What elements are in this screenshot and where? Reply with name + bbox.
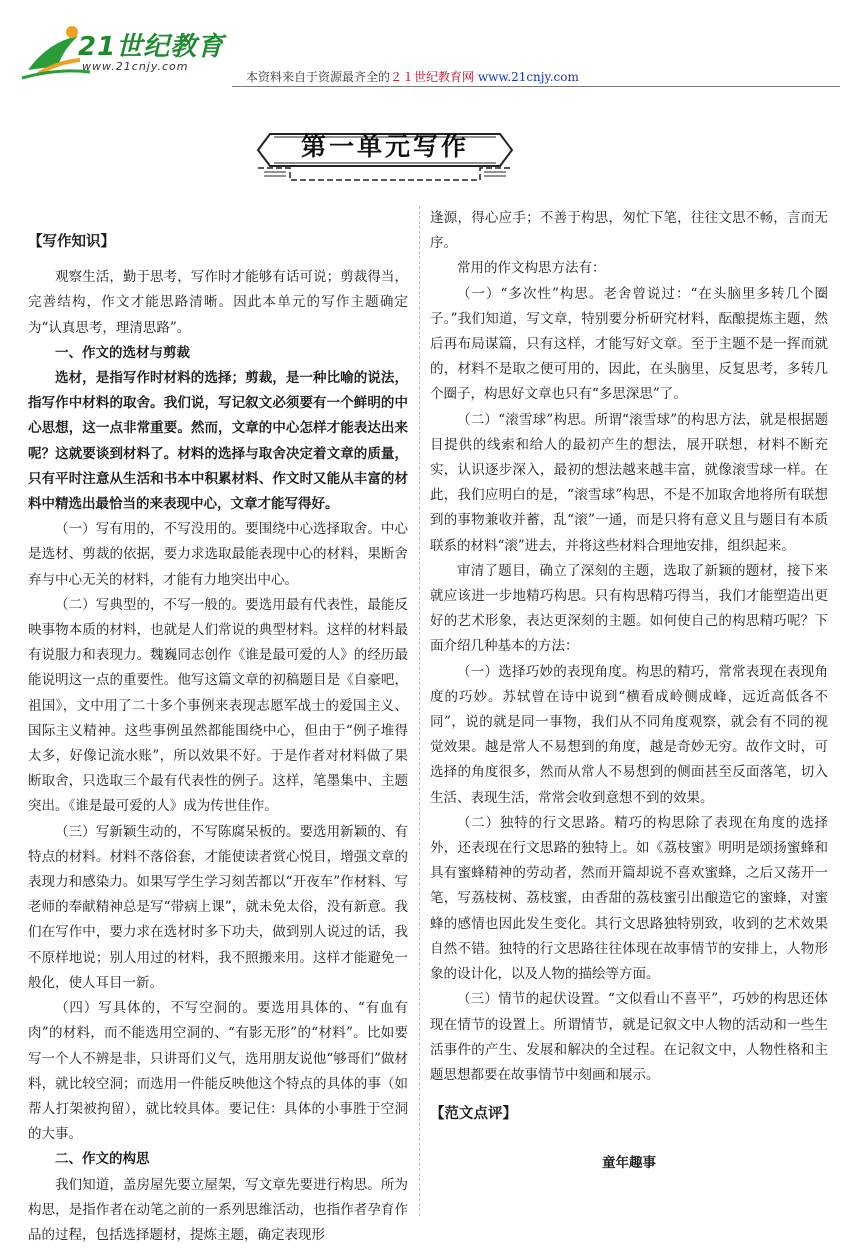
paragraph: （二）独特的行文思路。精巧的构思除了表现在角度的选择外，还表现在行文思路的独特上。如《荔枝蜜》明明是颂扬蜜蜂和具有蜜蜂精神的劳动者，然而开篇却说不喜欢蜜蜂，之后又荡开一笔，写荔枝树、荔枝蜜，由香甜的荔枝蜜引出酿造它的蜜蜂，对蜜蜂的感情也因此发生变化。其行文思路独特别致，收到的艺术效果自然不错。独特的行文思路往往体现在故事情节的安排上，人物形象的设计化，以及人物的描绘等方面。 bbox=[430, 814, 828, 983]
source-prefix: 本资料来自于资源最齐全的 bbox=[246, 70, 391, 84]
header-rule bbox=[232, 86, 840, 87]
paragraph: 逢源，得心应手；不善于构思，匆忙下笔，往往文思不畅，言而无序。 bbox=[430, 210, 828, 252]
essay-title: 童年趣事 bbox=[602, 1155, 656, 1172]
page-title: 第一单元写作 bbox=[300, 132, 469, 161]
paragraph: 我们知道，盖房屋先要立屋架，写文章先要进行构思。所为构思，是指作者在动笔之前的一系列思维活动，也指作者孕育作品的过程，包括选择题材，提炼主题，确定表现形 bbox=[28, 1176, 408, 1243]
paragraph: 常用的作文构思方法有： bbox=[457, 260, 606, 277]
paragraph: （一）“多次性”构思。老舍曾说过：“在头脑里多转几个圈子。”我们知道，写文章，特别要分析研究材料，酝酿提炼主题，然后再布局谋篇，只有这样，才能写好文章。至于主题不是一挥而就的，材料不是取之便可用的，因此，在头脑里，反复思考，多转几个圈子，构思好文章也只有“多思深思”了。 bbox=[430, 285, 828, 403]
source-line bbox=[246, 68, 579, 85]
logo-text: 21世纪教育 bbox=[78, 32, 225, 62]
paragraph: （二）“滚雪球”构思。所谓“滚雪球”的构思方法，就是根据题目提供的线索和给人的最初产生的想法，展开联想，材料不断充实，认识逐步深入，最初的想法越来越丰富，就像滚雪球一样。在此，我们应明白的是，“滚雪球”构思，不是不加取舍地将所有联想到的事物兼收并蓄，乱“滚”一通，而是只将有意义且与题目有本质联系的材料“滚”进去，并将这些材料合理地安排，组织起来。 bbox=[430, 411, 828, 554]
paragraph: 审清了题目，确立了深刻的主题，选取了新颖的题材，接下来就应该进一步地精巧构思。只有构思精巧得当，我们才能塑造出更好的艺术形象，表达更深刻的主题。如何使自己的构思精巧呢？下面介绍几种基本的方法： bbox=[430, 562, 828, 655]
paragraph: （二）写典型的，不写一般的。要选用最有代表性，最能反映事物本质的材料，也就是人们常说的典型材料。这样的材料最有说服力和表现力。魏巍同志创作《谁是最可爱的人》的经历最能说明这一点的重要性。他写这篇文章的初稿题目是《自豪吧，祖国》，文中用了二十多个事例来表现志愿军战士的爱国主义、国际主义精神。这些事例虽然都能围绕中心，但由于“例子堆得太多，好像记流水账”，所以效果不好。于是作者对材料做了果断取舍，只选取三个最有代表性的例子。这样，笔墨集中、主题突出。《谁是最可爱的人》成为传世佳作。 bbox=[28, 596, 408, 815]
paragraph: （一）写有用的，不写没用的。要围绕中心选择取舍。中心是选材、剪裁的依据，要力求选取最能表现中心的材料，果断舍弃与中心无关的材料，才能有力地突出中心。 bbox=[28, 521, 408, 588]
left-column bbox=[28, 226, 408, 1248]
paragraph: （四）写具体的，不写空洞的。要选用具体的、“有血有肉”的材料，而不能选用空洞的、“有影无形”的“材料”。比如要写一个人不辨是非，只讲哥们义气，选用朋友说他“够哥们”做材料，就比较空洞；而选用一件能反映他这个特点的具体的事（如帮人打架被拘留），就比较具体。要记住：具体的小事胜于空洞的大事。 bbox=[28, 1000, 408, 1143]
section-heading-essay-review: 【范文点评】 bbox=[430, 1106, 517, 1123]
paragraph: 选材，是指写作时材料的选择；剪裁，是一种比喻的说法，指写作中材料的取舍。我们说，写记叙文必须要有一个鲜明的中心思想，这一点非常重要。然而，文章的中心怎样才能表达出来呢？这就要谈到材料了。材料的选择与取舍决定着文章的质量，只有平时注意从生活和书本中积累材料、作文时又能从丰富的材料中精选出最恰当的来表现中心，文章才能写得好。 bbox=[28, 370, 408, 513]
source-url-link[interactable]: www.21cnjy.com bbox=[477, 70, 579, 84]
right-column bbox=[430, 206, 828, 1177]
subheading: 二、作文的构思 bbox=[55, 1151, 150, 1168]
page-header bbox=[0, 0, 860, 100]
section-heading-knowledge: 【写作知识】 bbox=[28, 234, 115, 250]
subheading: 一、作文的选材与剪裁 bbox=[55, 344, 190, 361]
paragraph: （一）选择巧妙的表现角度。构思的精巧，常常表现在表现角度的巧妙。苏轼曾在诗中说到“横看成岭侧成峰，远近高低各不同”，说的就是同一事物，我们从不同角度观察，就会有不同的视觉效果。越是常人不易想到的角度，越是奇妙无穷。故作文时，可选择的角度很多，然而从常人不易想到的侧面甚至反面落笔，切入生活、表现生活，常常会收到意想不到的效果。 bbox=[430, 663, 828, 806]
paragraph: 观察生活，勤于思考，写作时才能够有话可说；剪裁得当，完善结构，作文才能思路清晰。因此本单元的写作主题确定为“认真思考，理清思路”。 bbox=[28, 269, 408, 336]
source-site: ２１世纪教育网 bbox=[390, 70, 475, 84]
paragraph: （三）情节的起伏设置。“文似看山不喜平”，巧妙的构思还体现在情节的设置上。所谓情节，就是记叙文中人物的活动和一些生活事件的产生、发展和解决的全过程。在记叙文中，人物性格和主题思想都要在故事情节中刻画和展示。 bbox=[430, 991, 828, 1083]
logo-url: www.21cnjy.com bbox=[82, 60, 189, 73]
column-divider bbox=[419, 206, 421, 1216]
paragraph: （三）写新颖生动的，不写陈腐呆板的。要选用新颖的、有特点的材料。材料不落俗套，才能使读者赏心悦目，增强文章的表现力和感染力。如果写学生学习刻苦都以“开夜车”作材料、写老师的奉献精神总是写“带病上课”，就未免太俗，没有新意。我们在写作中，要力求在选材时多下功夫，做到别人说过的话，我不原样地说；别人用过的材料，我不照搬来用。这样才能避免一般化，使人耳目一新。 bbox=[28, 823, 408, 991]
